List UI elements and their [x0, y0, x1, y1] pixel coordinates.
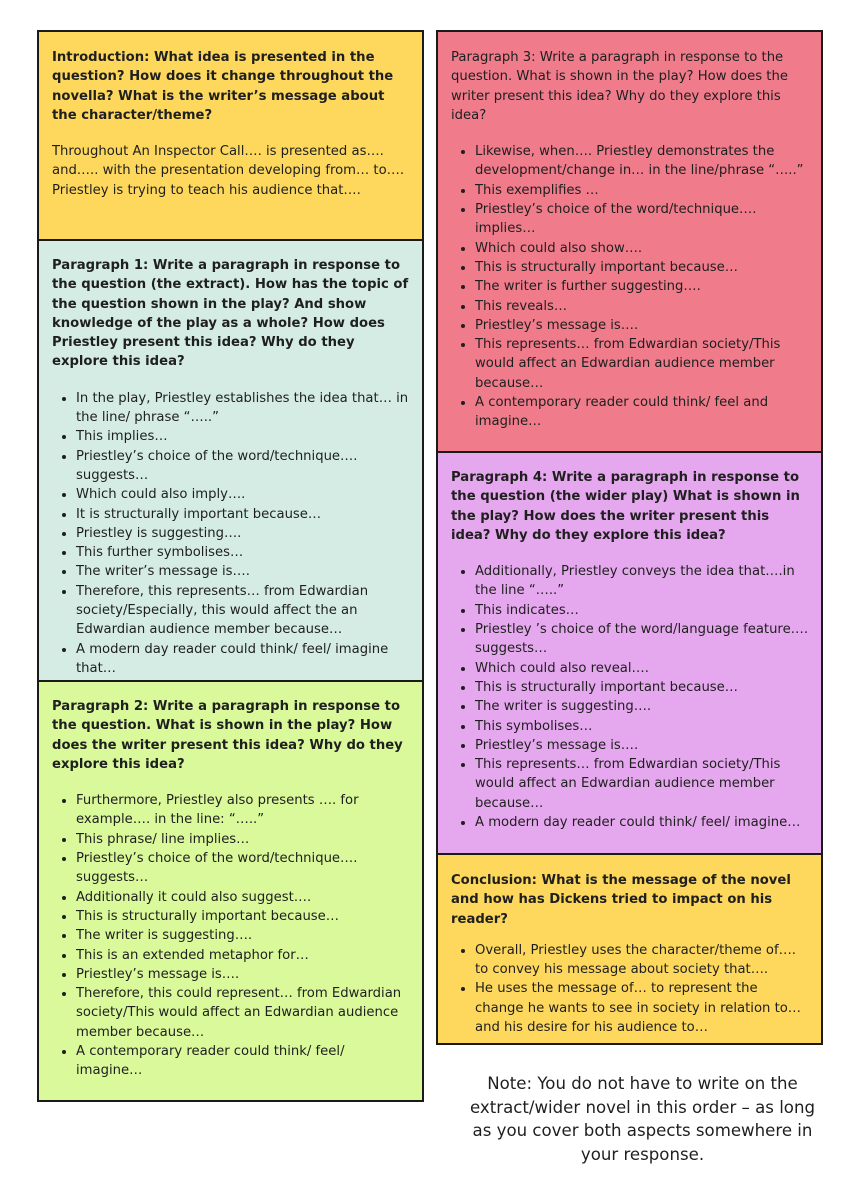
list-item: • This further symbolises…: [76, 543, 410, 562]
paragraph-4-box: [436, 451, 823, 855]
list-item: • Which could also reveal….: [475, 659, 809, 678]
list-item: • This phrase/ line implies…: [76, 830, 410, 849]
list-item: • This implies…: [76, 427, 410, 446]
list-item: • Priestley’s choice of the word/technique…. suggests…: [76, 447, 410, 486]
list-item: • Priestley is suggesting….: [76, 524, 410, 543]
list-item: • Therefore, this represents… from Edwardian society/Especially, this would affect the an Edwardian audience member because…: [76, 582, 410, 640]
list-item: • A contemporary reader could think/ feel and imagine…: [475, 393, 809, 432]
list-item: • This exemplifies …: [475, 181, 809, 200]
list-item: • A modern day reader could think/ feel/ imagine…: [475, 813, 809, 832]
paragraph-4-heading: Paragraph 4: Write a paragraph in response to the question (the wider play) What is shown in the play? How does the writer present this idea? Why do they explore this idea?: [451, 470, 800, 543]
list-item: • A contemporary reader could think/ feel/ imagine…: [76, 1042, 410, 1081]
list-item: • He uses the message of… to represent the change he wants to see in society in relation to… and his desire for his audience to…: [475, 979, 809, 1037]
list-item: • It is structurally important because…: [76, 505, 410, 524]
paragraph-1-box: [37, 239, 424, 682]
list-item: • Therefore, this could represent… from Edwardian society/This would affect an Edwardian audience member because…: [76, 984, 410, 1042]
list-item: • This is structurally important because…: [475, 678, 809, 697]
list-item: • This symbolises…: [475, 717, 809, 736]
list-item: • The writer’s message is….: [76, 562, 410, 581]
list-item: • Priestley ’s choice of the word/language feature…. suggests…: [475, 620, 809, 659]
paragraph-2-heading: Paragraph 2: Write a paragraph in response to the question. What is shown in the play? How does the writer present this idea? Why do they explore this idea?: [52, 699, 403, 772]
list-item: • Overall, Priestley uses the character/theme of…. to convey his message about society that….: [475, 941, 809, 980]
list-item: • Priestley’s choice of the word/technique…. implies…: [475, 200, 809, 239]
conclusion-heading: Conclusion: What is the message of the novel and how has Dickens tried to impact on his reader?: [451, 873, 791, 927]
list-item: • Likewise, when…. Priestley demonstrates the development/change in… in the line/phrase “…..”: [475, 142, 809, 181]
list-item: • Additionally, Priestley conveys the idea that….in the line “…..”: [475, 562, 809, 601]
list-item: • The writer is suggesting….: [475, 697, 809, 716]
paragraph-3-list: [451, 142, 809, 431]
conclusion-list: [451, 941, 809, 1037]
paragraph-2-box: [37, 680, 424, 1102]
list-item: • Priestley’s message is….: [475, 736, 809, 755]
list-item: • This represents… from Edwardian society/This would affect an Edwardian audience member because…: [475, 755, 809, 813]
introduction-text: Throughout An Inspector Call…. is presented as…. and….. with the presentation developing from… to…. Priestley is trying to teach his audience that….: [52, 144, 405, 198]
list-item: • Which could also imply….: [76, 485, 410, 504]
list-item: • In the play, Priestley establishes the idea that… in the line/ phrase “…..”: [76, 389, 410, 428]
list-item: • Priestley’s choice of the word/technique…. suggests…: [76, 849, 410, 888]
paragraph-3-box: [436, 30, 823, 453]
list-item: • This is structurally important because…: [76, 907, 410, 926]
list-item: • This indicates…: [475, 601, 809, 620]
conclusion-box: [436, 853, 823, 1045]
introduction-box: [37, 30, 424, 241]
list-item: • The writer is further suggesting….: [475, 277, 809, 296]
list-item: • Priestley’s message is….: [475, 316, 809, 335]
list-item: • Furthermore, Priestley also presents …. for example…. in the line: “…..”: [76, 791, 410, 830]
paragraph-1-list: [52, 389, 410, 678]
paragraph-1-heading: Paragraph 1: Write a paragraph in response to the question (the extract). How has the topic of the question shown in the play? And show knowledge of the play as a whole? How does Priestley present this idea? Why do they explore this idea?: [52, 258, 409, 370]
list-item: • Which could also show….: [475, 239, 809, 258]
list-item: • The writer is suggesting….: [76, 926, 410, 945]
list-item: • Additionally it could also suggest….: [76, 888, 410, 907]
list-item: • This is an extended metaphor for…: [76, 946, 410, 965]
list-item: • This represents… from Edwardian society/This would affect an Edwardian audience member because…: [475, 335, 809, 393]
list-item: • This is structurally important because…: [475, 258, 809, 277]
list-item: • This reveals…: [475, 297, 809, 316]
list-item: • A modern day reader could think/ feel/ imagine that…: [76, 640, 410, 679]
footnote: Note: You do not have to write on the extract/wider novel in this order – as long as you cover both aspects somewhere in your response.: [470, 1074, 816, 1164]
list-item: • Priestley’s message is….: [76, 965, 410, 984]
introduction-heading: Introduction: What idea is presented in the question? How does it change throughout the novella? What is the writer’s message about the character/theme?: [52, 50, 394, 123]
paragraph-4-list: [451, 562, 809, 832]
paragraph-3-heading: Paragraph 3: Write a paragraph in response to the question. What is shown in the play? How does the writer present this idea? Why do they explore this idea?: [451, 50, 788, 123]
paragraph-2-list: [52, 791, 410, 1080]
